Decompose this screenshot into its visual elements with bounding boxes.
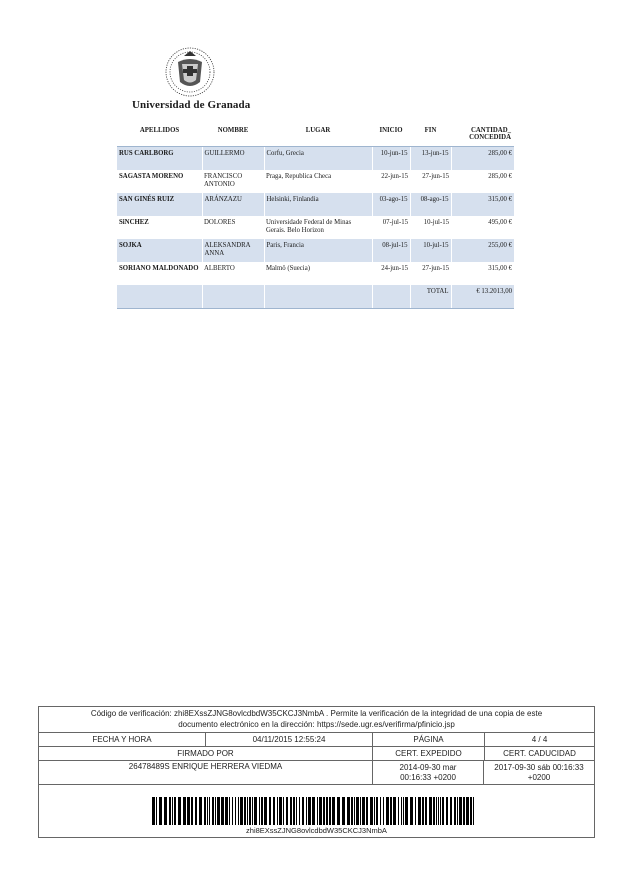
cell-inicio: 08-jul-15 [372,239,410,262]
table-row [117,262,514,285]
fecha-hora-value: 04/11/2015 12:55:24 [206,733,373,746]
cell-inicio: 24-jun-15 [381,265,408,272]
cell-lugar: Paris, Francia [264,239,372,262]
pagina-value: 4 / 4 [531,735,548,744]
cell-inicio: 07-jul-15 [382,219,408,226]
barcode-bar [347,797,350,825]
barcode-bar [425,797,427,825]
barcode-bar [410,797,413,825]
cell-fin: 10-jul-15 [410,239,451,262]
university-name: Universidad de Granada [132,99,251,111]
signature-footer [38,706,595,838]
header-cantidad-line2: CONCEDIDA [469,134,511,141]
barcode-bar [351,797,353,825]
barcode-bar [317,797,318,825]
barcode-bar [422,797,424,825]
barcode-bar [240,797,243,825]
barcode-bar [169,797,171,825]
barcode-bar [403,797,404,825]
barcode-bar [183,797,186,825]
barcode-bar [374,797,375,825]
header-fin: FIN [410,124,451,147]
cell-apellidos: SAGASTA MORENO [119,173,184,180]
signer-header-row [39,747,594,761]
barcode-bar [466,797,469,825]
firmante-name: 26478489S ENRIQUE HERRERA VIEDMA [39,761,373,784]
cell-cantidad: 285,00 € [488,173,512,180]
barcode-bar [217,797,220,825]
barcode-bar [436,797,437,825]
barcode-bar [174,797,176,825]
barcode-bar [366,797,368,825]
barcode-bar [401,797,402,825]
barcode-bar [247,797,248,825]
barcode-image [152,797,478,825]
barcode-bar [450,797,452,825]
barcode-bar [225,797,228,825]
barcode-bar [459,797,462,825]
barcode-bar [221,797,224,825]
barcode-bar [232,797,233,825]
barcode-bar [440,797,441,825]
cell-lugar: Universidade Federal de Minas Gerais. Belo Horizon [266,219,352,235]
barcode-bar [370,797,373,825]
cell-cantidad: 315,00 € [488,265,512,272]
barcode-bar [187,797,190,825]
barcode-bar [235,797,236,825]
signer-value-row [39,761,594,785]
cert-expedido-label: CERT. EXPEDIDO [373,747,485,760]
cell-lugar: Helsinki, Finlandia [264,193,372,216]
barcode-bar [261,797,263,825]
total-row [117,285,514,309]
barcode-bar [290,797,292,825]
barcode-bar [342,797,345,825]
header-inicio: INICIO [372,124,410,147]
barcode-bar [259,797,260,825]
barcode-bar [244,797,246,825]
barcode-bar [152,797,155,825]
barcode-bar [393,797,396,825]
barcode-bar [323,797,325,825]
cell-cantidad: 495,00 € [488,219,512,226]
barcode-bar [215,797,216,825]
barcode-area [39,785,594,840]
table-row [117,216,514,239]
barcode-bar [326,797,328,825]
total-value: € 13.2013,00 [451,285,514,309]
fecha-hora-label: FECHA Y HORA [39,733,206,746]
barcode-bar [191,797,193,825]
cell-fin: 27-jun-15 [422,265,449,272]
barcode-bar [249,797,251,825]
cell-apellidos: SORIANO MALDONADO [119,265,199,272]
table-row [117,193,514,216]
cell-fin: 27-jun-15 [422,173,449,180]
verification-line-1: Código de verificación: zhi8EXssZJNG8ovlcdbdW35CKCJ3NmbA . Permite la verificación de la integridad de una copia de este [90,709,543,718]
barcode-bar [306,797,307,825]
barcode-bar [299,797,300,825]
barcode-bar [204,797,206,825]
barcode-bar [433,797,435,825]
barcode-bar [195,797,197,825]
cell-nombre: ALEKSANDRA ANNA [202,239,264,262]
barcode-bar [398,797,399,825]
cell-cantidad: 255,00 € [451,239,514,262]
barcode-bar [383,797,384,825]
cell-nombre: DOLORES [204,219,236,226]
barcode-bar [156,797,157,825]
barcode-bar [209,797,210,825]
barcode-bar [252,797,253,825]
barcode-bar [360,797,361,825]
barcode-bar [277,797,278,825]
pagina-label: PÁGINA [373,733,485,746]
barcode-bar [362,797,365,825]
verification-notice [39,707,594,733]
table-row [117,170,514,193]
cell-nombre: GUILLERMO [202,147,264,171]
firmado-por-label: FIRMADO POR [39,747,373,760]
cell-cantidad: 285,00 € [451,147,514,171]
cell-inicio: 22-jun-15 [381,173,408,180]
cell-apellidos: SAN GINÉS RUIZ [117,193,202,216]
barcode-bar [415,797,416,825]
barcode-bar [212,797,214,825]
barcode-bar [356,797,359,825]
barcode-bar [264,797,267,825]
barcode-bar [229,797,230,825]
cell-nombre: ARÁNZAZU [202,193,264,216]
barcode-bar [172,797,173,825]
table-row [117,147,514,171]
barcode-bar [238,797,239,825]
university-seal-logo [164,46,216,98]
cell-apellidos: SOJKA [117,239,202,262]
grants-table [117,124,514,309]
cell-nombre: ALBERTO [204,265,235,272]
barcode-bar [254,797,257,825]
cell-lugar: Malmö (Suecia) [266,265,310,272]
barcode-bar [296,797,297,825]
barcode-bar [457,797,458,825]
barcode-bar [308,797,311,825]
cell-nombre: FRANCISCO ANTONIO [204,173,243,189]
barcode-bar [337,797,340,825]
barcode-bar [418,797,421,825]
barcode-bar [273,797,275,825]
barcode-bar [283,797,284,825]
date-page-row [39,733,594,747]
barcode-bar [438,797,439,825]
cell-fin: 13-jun-15 [410,147,451,171]
barcode-bar [207,797,208,825]
verification-line-2: documento electrónico en la dirección: https://sede.ugr.es/verifirma/pfinicio.jsp [178,720,455,729]
cell-inicio: 10-jun-15 [372,147,410,171]
cell-cantidad: 315,00 € [451,193,514,216]
barcode-bar [178,797,181,825]
barcode-bar [286,797,288,825]
barcode-bar [442,797,444,825]
barcode-bar [390,797,392,825]
barcode-code: zhi8EXssZJNG8ovlcdbdW35CKCJ3NmbA [246,826,387,835]
header-lugar: LUGAR [264,124,372,147]
cell-lugar: Praga, Republica Checa [266,173,332,180]
barcode-bar [312,797,315,825]
cell-lugar: Corfu, Grecia [264,147,372,171]
barcode-bar [463,797,465,825]
barcode-bar [454,797,456,825]
barcode-bar [159,797,162,825]
cert-expedido-value: 2014-09-30 mar 00:16:33 +0200 [373,761,484,784]
table-row [117,239,514,262]
barcode-bar [199,797,202,825]
barcode-bar [269,797,271,825]
barcode-bar [473,797,474,825]
barcode-bar [302,797,304,825]
barcode-bar [164,797,167,825]
barcode-bar [405,797,408,825]
barcode-bar [446,797,448,825]
barcode-bar [376,797,378,825]
header-cantidad-line1: CANTIDAD_ [470,127,511,134]
header-cantidad [451,124,514,147]
barcode-bar [279,797,282,825]
barcode-bar [429,797,432,825]
barcode-bar [329,797,331,825]
barcode-bar [319,797,322,825]
cert-caducidad-value: 2017-09-30 sáb 00:16:33 +0200 [494,762,584,782]
cell-fin: 10-jul-15 [423,219,449,226]
cell-apellidos: RUS CARLBORG [117,147,202,171]
barcode-bar [470,797,472,825]
barcode-bar [354,797,355,825]
cert-caducidad-label: CERT. CADUCIDAD [503,749,576,758]
cell-apellidos: SiNCHEZ [119,219,149,226]
cell-fin: 08-ago-15 [410,193,451,216]
barcode-bar [332,797,335,825]
total-label: TOTAL [410,285,451,309]
cell-inicio: 03-ago-15 [372,193,410,216]
table-header-row [117,124,514,147]
barcode-bar [386,797,389,825]
header-apellidos: APELLIDOS [117,124,202,147]
barcode-bar [380,797,381,825]
barcode-bar [293,797,295,825]
header-nombre: NOMBRE [202,124,264,147]
